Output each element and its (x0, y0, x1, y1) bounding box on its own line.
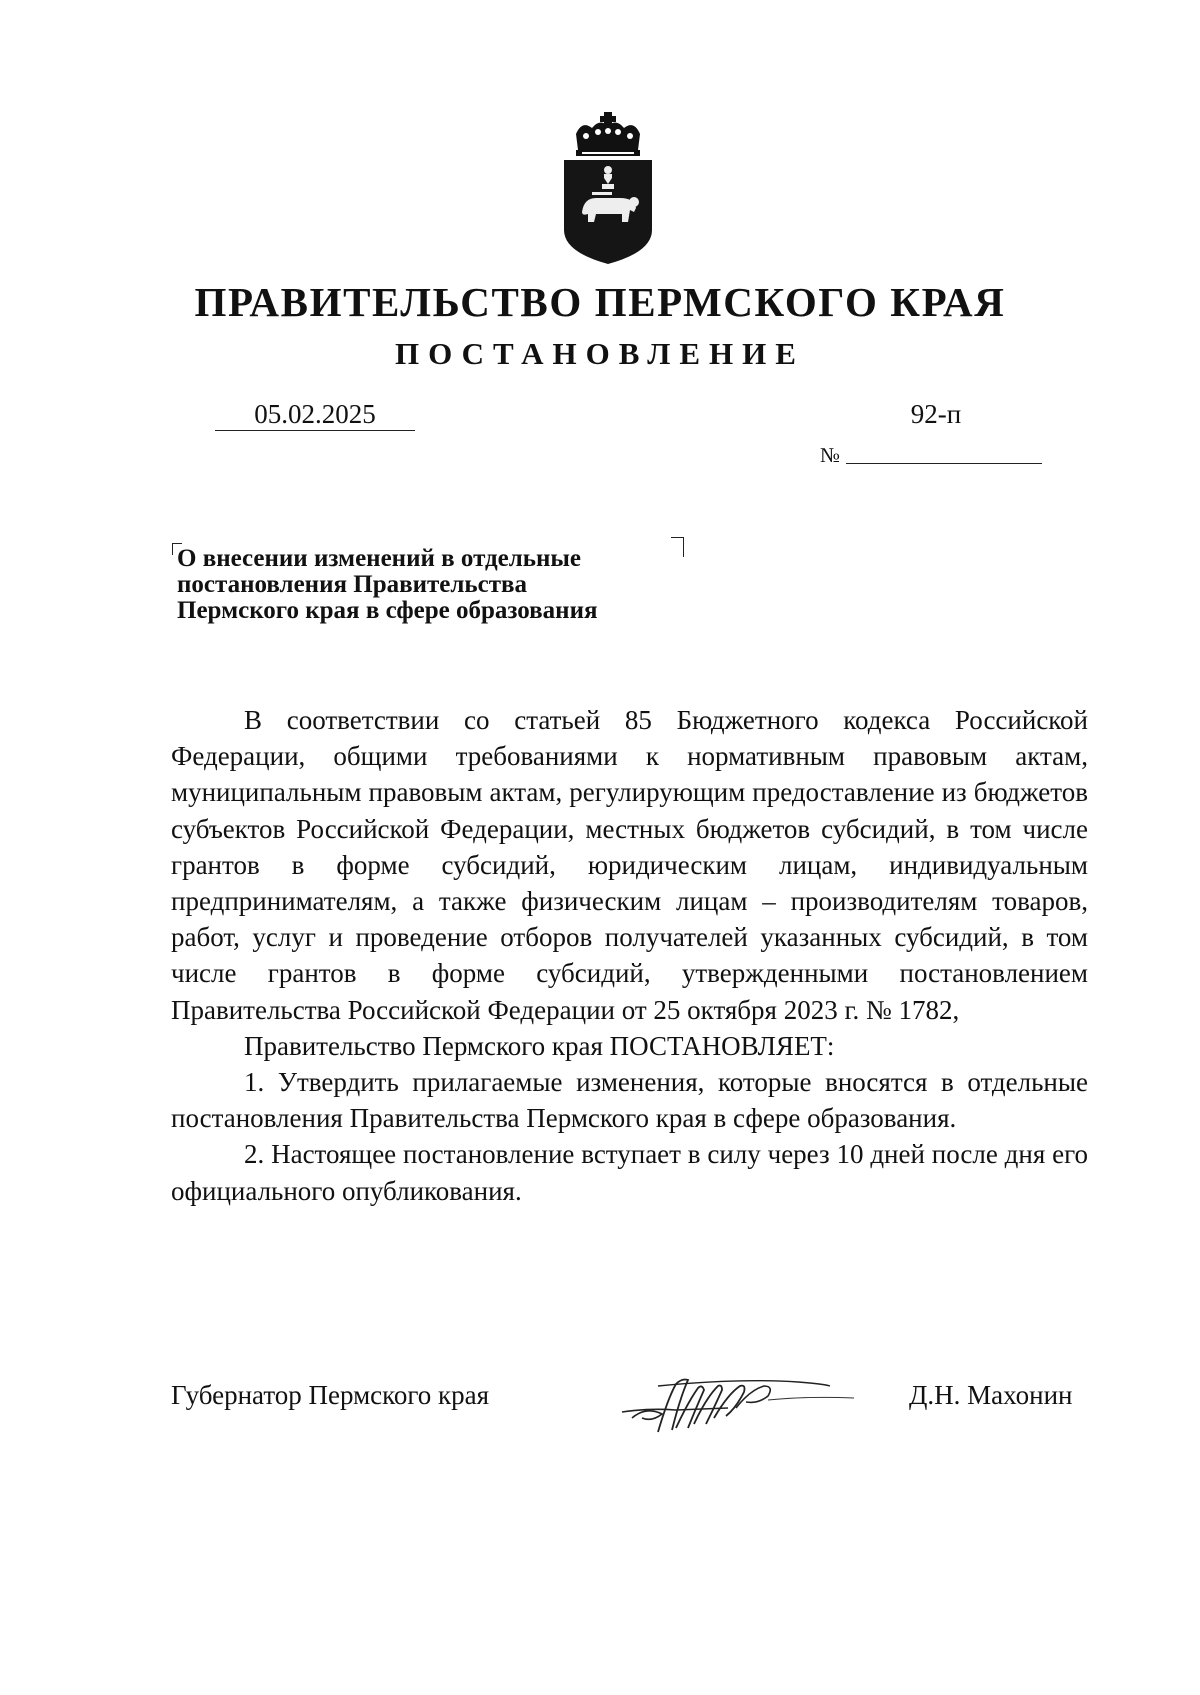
body-paragraph: 2. Настоящее постановление вступает в силу через 10 дней после дня его официального опубликования. (171, 1139, 1088, 1206)
coat-of-arms-icon (562, 112, 654, 264)
document-body (171, 702, 1088, 1209)
document-number: 92-п (910, 399, 962, 429)
signatory-position: Губернатор Пермского края (171, 1380, 490, 1410)
body-paragraph: Правительство Пермского края ПОСТАНОВЛЯЕТ: (244, 1030, 835, 1061)
signatory-name: Д.Н. Махонин (909, 1380, 1073, 1410)
subject-line: постановления Правительства (177, 571, 527, 598)
handwritten-signature (618, 1368, 858, 1440)
number-underline (846, 463, 1042, 464)
date-underline (215, 430, 415, 431)
body-paragraph: В соответствии со статьей 85 Бюджетного кодекса Российской Федерации, общими требованиями к нормативным правовым актам, муниципальным правовым актам, регулирующим предоставление из бюджетов субъектов Российской Федерации, местных бюджетов субсидий, в том числе грантов в форме субсидий, юридическим лицам, индивидуальным предпринимателям, а также физическим лицам – производителям товаров, работ, услуг и проведение отборов получателей указанных субсидий, в том числе грантов в форме субсидий, утвержденными постановлением Правительства Российской Федерации от 25 октября 2023 г. № 1782, (171, 705, 1088, 1025)
organization-title: ПРАВИТЕЛЬСТВО ПЕРМСКОГО КРАЯ (194, 279, 1006, 325)
document-subject (177, 546, 697, 624)
body-paragraph: 1. Утвердить прилагаемые изменения, которые вносятся в отдельные постановления Правительства Пермского края в сфере образования. (171, 1067, 1088, 1134)
subject-line: О внесении изменений в отдельные (177, 545, 582, 572)
number-sign: № (820, 443, 841, 467)
document-type-title: ПОСТАНОВЛЕНИЕ (395, 336, 805, 371)
subject-line: Пермского края в сфере образования (177, 597, 598, 624)
document-date: 05.02.2025 (254, 399, 376, 429)
